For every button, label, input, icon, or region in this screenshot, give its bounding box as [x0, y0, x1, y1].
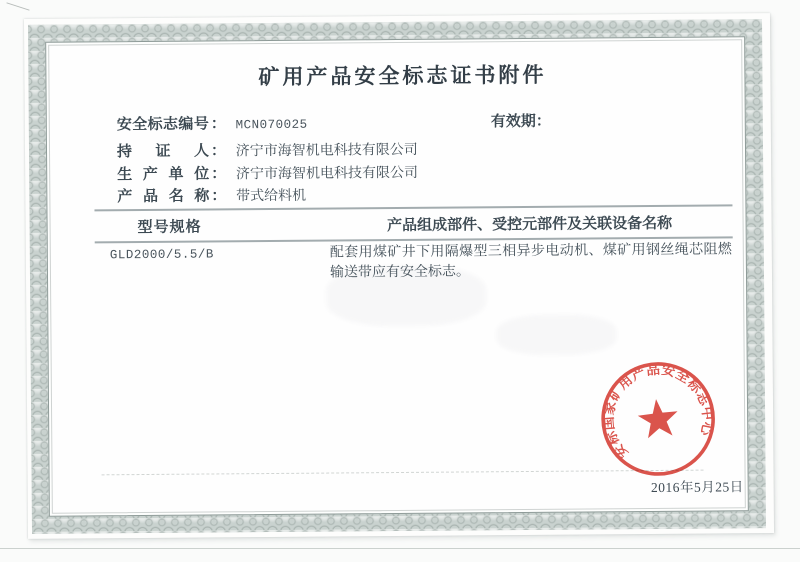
- issue-date: 2016年5月25日: [650, 479, 744, 496]
- table-header-model-spec: 型号规格: [137, 219, 202, 237]
- field-colon: ：: [211, 188, 227, 205]
- field-colon: ：: [535, 113, 551, 130]
- field-value: 带式给料机: [236, 188, 307, 205]
- official-seal-stamp: [583, 343, 734, 494]
- field-colon: ：: [211, 166, 227, 183]
- field-validity-period: [491, 110, 551, 131]
- certificate-content: [24, 13, 774, 539]
- field-value: MCN070025: [235, 117, 308, 133]
- field-certificate-holder: [117, 138, 418, 162]
- scanner-page-edge: [0, 548, 800, 549]
- field-label: 有效期: [490, 113, 536, 131]
- field-product-name: [117, 184, 306, 207]
- field-manufacturer: [117, 161, 418, 185]
- table-cell-model: GLD2000/5.5/B: [109, 247, 214, 263]
- red-star-icon: [636, 397, 680, 439]
- table-cell-description: 配套用煤矿井下用隔爆型三相异步电动机、煤矿用钢丝绳芯阻燃输送带应有安全标志。: [329, 242, 732, 281]
- field-colon: ：: [210, 143, 227, 160]
- certificate-paper: [24, 13, 774, 539]
- stamp-text: 安标国家矿用产品安全标志中心: [600, 361, 716, 462]
- certificate-title: 矿用产品安全标志证书附件: [258, 62, 547, 90]
- scan-artifact: [496, 314, 616, 355]
- scan-artifact: [6, 2, 29, 10]
- table-header-component-parts: 产品组成部件、受控元部件及关联设备名称: [387, 215, 673, 235]
- field-value: 济宁市海智机电科技有限公司: [235, 142, 418, 160]
- field-colon: ：: [210, 116, 226, 133]
- field-label: 持证人: [116, 143, 210, 161]
- field-label: 安全标志编号: [116, 116, 209, 134]
- field-label: 生产单位: [117, 166, 210, 184]
- field-value: 济宁市海智机电科技有限公司: [235, 165, 419, 183]
- field-label: 产品名称: [117, 188, 210, 206]
- field-safety-mark-number: [117, 112, 308, 135]
